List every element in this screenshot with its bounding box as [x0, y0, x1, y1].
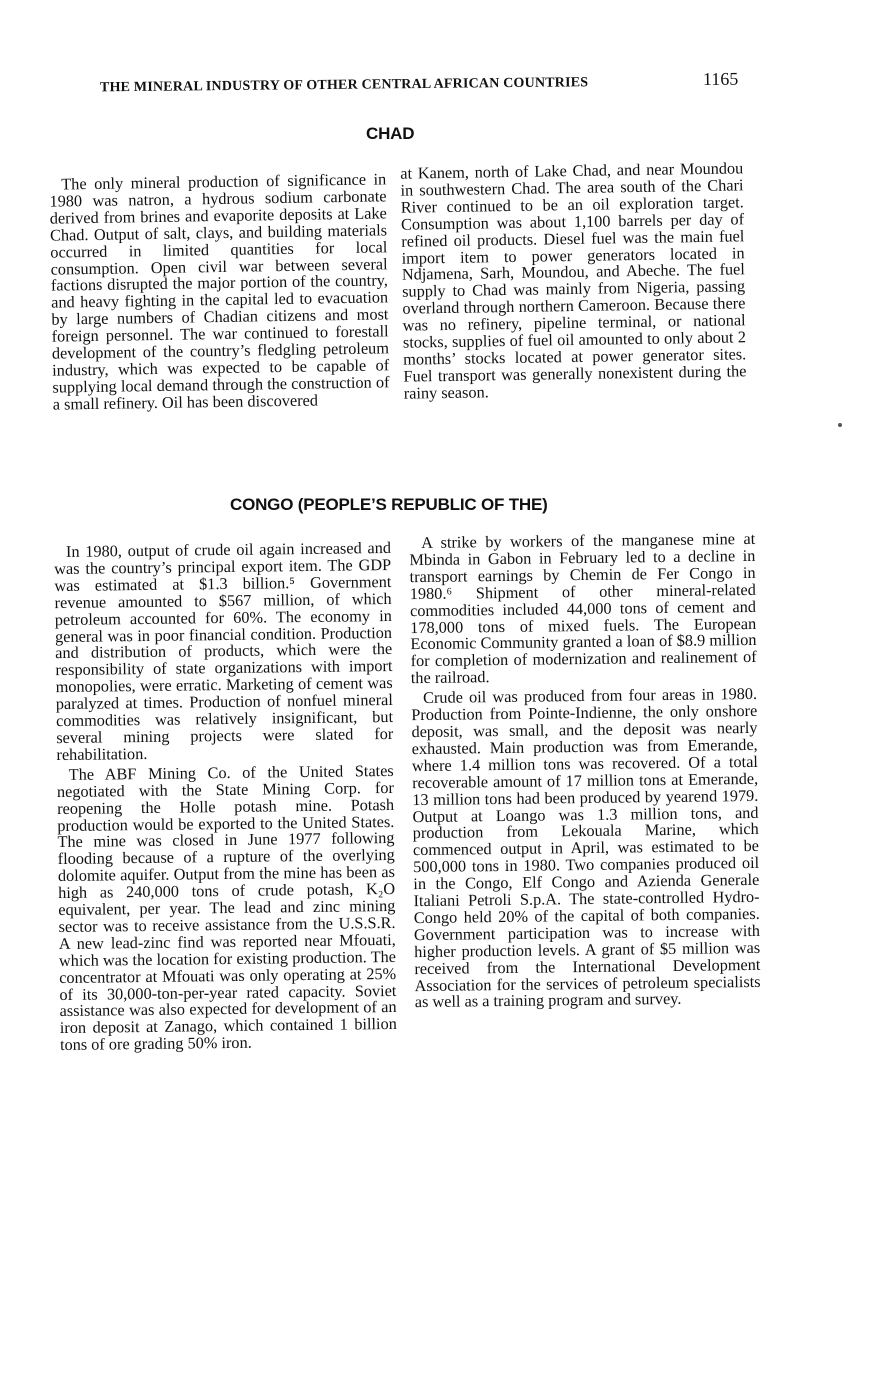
congo-left-column — [54, 537, 397, 1055]
paragraph: The ABF Mining Co. of the United States negotiated with the State Mining Corp. for reopening the Holle potash mine. Potash production would be exported to the United States. The mine was closed in June 1977 following flooding because of a rupture of the overlying dolomite aquifer. Output from the mine has been as high as 240,000 tons of crude potash, K₂O equivalent, per year. The lead and zinc mining sector was to receive assistance from the U.S.S.R. A new lead-zinc find was reported near Mfouati, which was the location for existing production. The concentrator at Mfouati was only operating at 25% of its 30,000-ton-per-year rated capacity. Soviet assistance was also expected for development of an iron deposit at Zanago, which contained 1 billion tons of ore grading 50% iron. — [56, 760, 397, 1055]
section-heading-congo: CONGO (PEOPLE’S REPUBLIC OF THE) — [230, 495, 548, 514]
speck-mark — [838, 423, 842, 427]
section-heading-chad: CHAD — [366, 124, 415, 143]
chad-right-column — [400, 160, 747, 402]
paragraph: In 1980, output of crude oil again increased and was the country’s principal export item. The GDP was estimated at $1.3 billion.⁵ Government revenue amounted to $567 million, of which petroleum accounted for 60%. The economy in general was in poor financial condition. Production and distribution of products, which were the responsibility of state organizations with import monopolies, were erratic. Marketing of cement was paralyzed at times. Production of nonfuel mineral commodities was relatively insignificant, but several mining projects were slated for rehabilitation. — [54, 537, 394, 764]
paragraph: A strike by workers of the manganese mine at Mbinda in Gabon in February led to a decline in transport earnings by Chemin de Fer Congo in 1980.⁶ Shipment of other mineral-related commodities included 44,000 tons of cement and 178,000 tons of mixed fuels. The European Economic Community granted a loan of $8.9 million for completion of modernization and realinement of the railroad. — [409, 528, 757, 688]
congo-right-column — [409, 528, 761, 1012]
running-title: THE MINERAL INDUSTRY OF OTHER CENTRAL AFRICAN COUNTRIES — [99, 75, 589, 96]
chad-left-column — [49, 171, 390, 413]
paragraph: Crude oil was produced from four areas in 1980. Production from Pointe-Indienne, the only onshore deposit, was small, and the deposit was nearly exhausted. Main production was from Emerande, where 1.4 million tons was recovered. Of a total recoverable amount of 17 million tons at Emerande, 13 million tons had been produced by yearend 1979. Output at Loango was 1.3 million tons, and production from Lekouala Marine, which commenced output in April, was estimated to be 500,000 tons in 1980. Two companies produced oil in the Congo, Elf Congo and Azienda Generale Italiani Petroli S.p.A. The state-controlled Hydro-Congo held 20% of the capital of both companies. Government participation was to increase with higher production levels. A grant of $5 million was received from the International Development Association for the services of petroleum specialists as well as a training program and survey. — [411, 684, 761, 1012]
page-number: 1165 — [702, 68, 739, 90]
running-header — [100, 69, 740, 102]
paragraph: at Kanem, north of Lake Chad, and near Moundou in southwestern Chad. The area south of the Chari River continued to be an oil exploration target. Consumption was about 1,100 barrels per day of refined oil products. Diesel fuel was the main fuel import item to power generators located in Ndjamena, Sarh, Moundou, and Abeche. The fuel supply to Chad was mainly from Nigeria, passing overland through northern Cameroon. Because there was no refinery, pipeline terminal, or national stocks, supplies of fuel oil amounted to only about 2 months’ stocks located at power generator sites. Fuel transport was generally nonexistent during the rainy season. — [400, 158, 747, 403]
paragraph: The only mineral production of significance in 1980 was natron, a hydrous sodium carbonate derived from brines and evaporite deposits at Lake Chad. Output of salt, clays, and building materials occurred in limited quantities for local consumption. Open civil war between several factions disrupted the major portion of the country, and heavy fighting in the capital led to evacuation by large numbers of Chadian citizens and most foreign personnel. The war continued to forestall development of the country’s fledgling petroleum industry, which was expected to be capable of supplying local demand through the construction of a small refinery. Oil has been discovered — [49, 169, 390, 414]
